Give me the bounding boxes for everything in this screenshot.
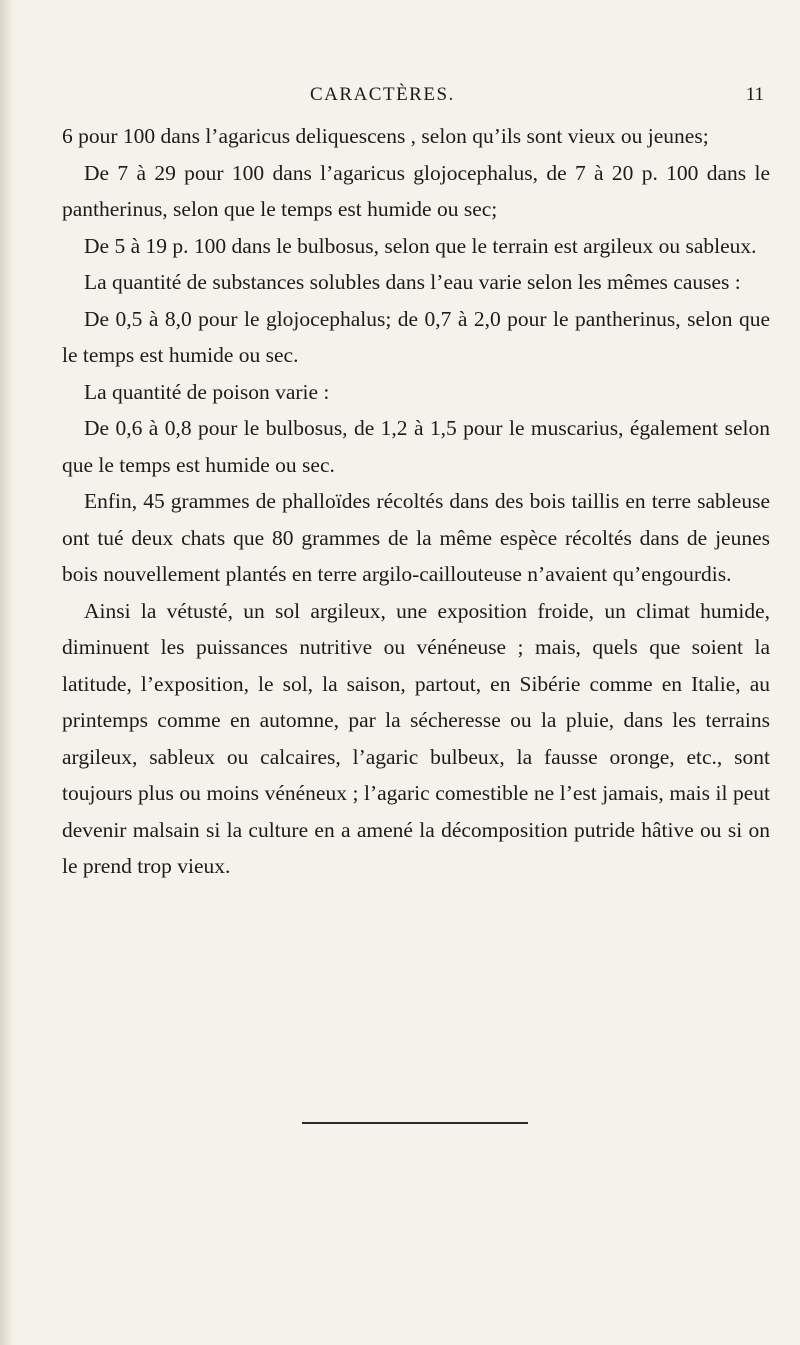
paragraph: Enfin, 45 grammes de phalloïdes récoltés dans des bois taillis en terre sableuse ont tué deux chats que 80 grammes de la même espèce récoltés dans de jeunes bois nouvellement plantés en terre argilo-caillouteuse n’avaient qu’engourdis. (62, 489, 770, 586)
paragraph: La quantité de poison varie : (84, 379, 330, 404)
paragraph: De 0,6 à 0,8 pour le bulbosus, de 1,2 à 1,5 pour le muscarius, également selon que le temps est humide ou sec. (62, 416, 770, 477)
body-text (62, 118, 770, 885)
paragraph: La quantité de substances solubles dans l’eau varie selon les mêmes causes : (84, 270, 741, 294)
running-head (62, 84, 770, 110)
paragraph: Ainsi la vétusté, un sol argileux, une exposition froide, un climat humide, diminuent les puissances nutritive ou vénéneuse ; mais, quels que soient la latitude, l’exposition, le sol, la saison, partout, en Sibérie comme en Italie, au printemps comme en automne, par la sécheresse ou la pluie, dans les terrains argileux, sableux ou calcaires, l’agaric bulbeux, la fausse oronge, etc., sont toujours plus ou moins vénéneux ; l’agaric comestible ne l’est jamais, mais il peut devenir malsain si la culture en a amené la décomposition putride hâtive ou si on le prend trop vieux. (62, 598, 770, 878)
running-title: CARACTÈRES. (310, 84, 455, 105)
paragraph: De 5 à 19 p. 100 dans le bulbosus, selon que le terrain est argileux ou sableux. (84, 233, 757, 258)
page-gutter-shadow (0, 0, 14, 1345)
section-end-rule (302, 1122, 528, 1124)
paragraph: De 0,5 à 8,0 pour le glojocephalus; de 0,7 à 2,0 pour le pantherinus, selon que le temps est humide ou sec. (62, 306, 770, 367)
page-number: 11 (745, 84, 764, 105)
paragraph: De 7 à 29 pour 100 dans l’agaricus glojocephalus, de 7 à 20 p. 100 dans le pantherinus, selon que le temps est humide ou sec; (62, 160, 770, 221)
paragraph: 6 pour 100 dans l’agaricus deliquescens , selon qu’ils sont vieux ou jeunes; (62, 124, 709, 148)
